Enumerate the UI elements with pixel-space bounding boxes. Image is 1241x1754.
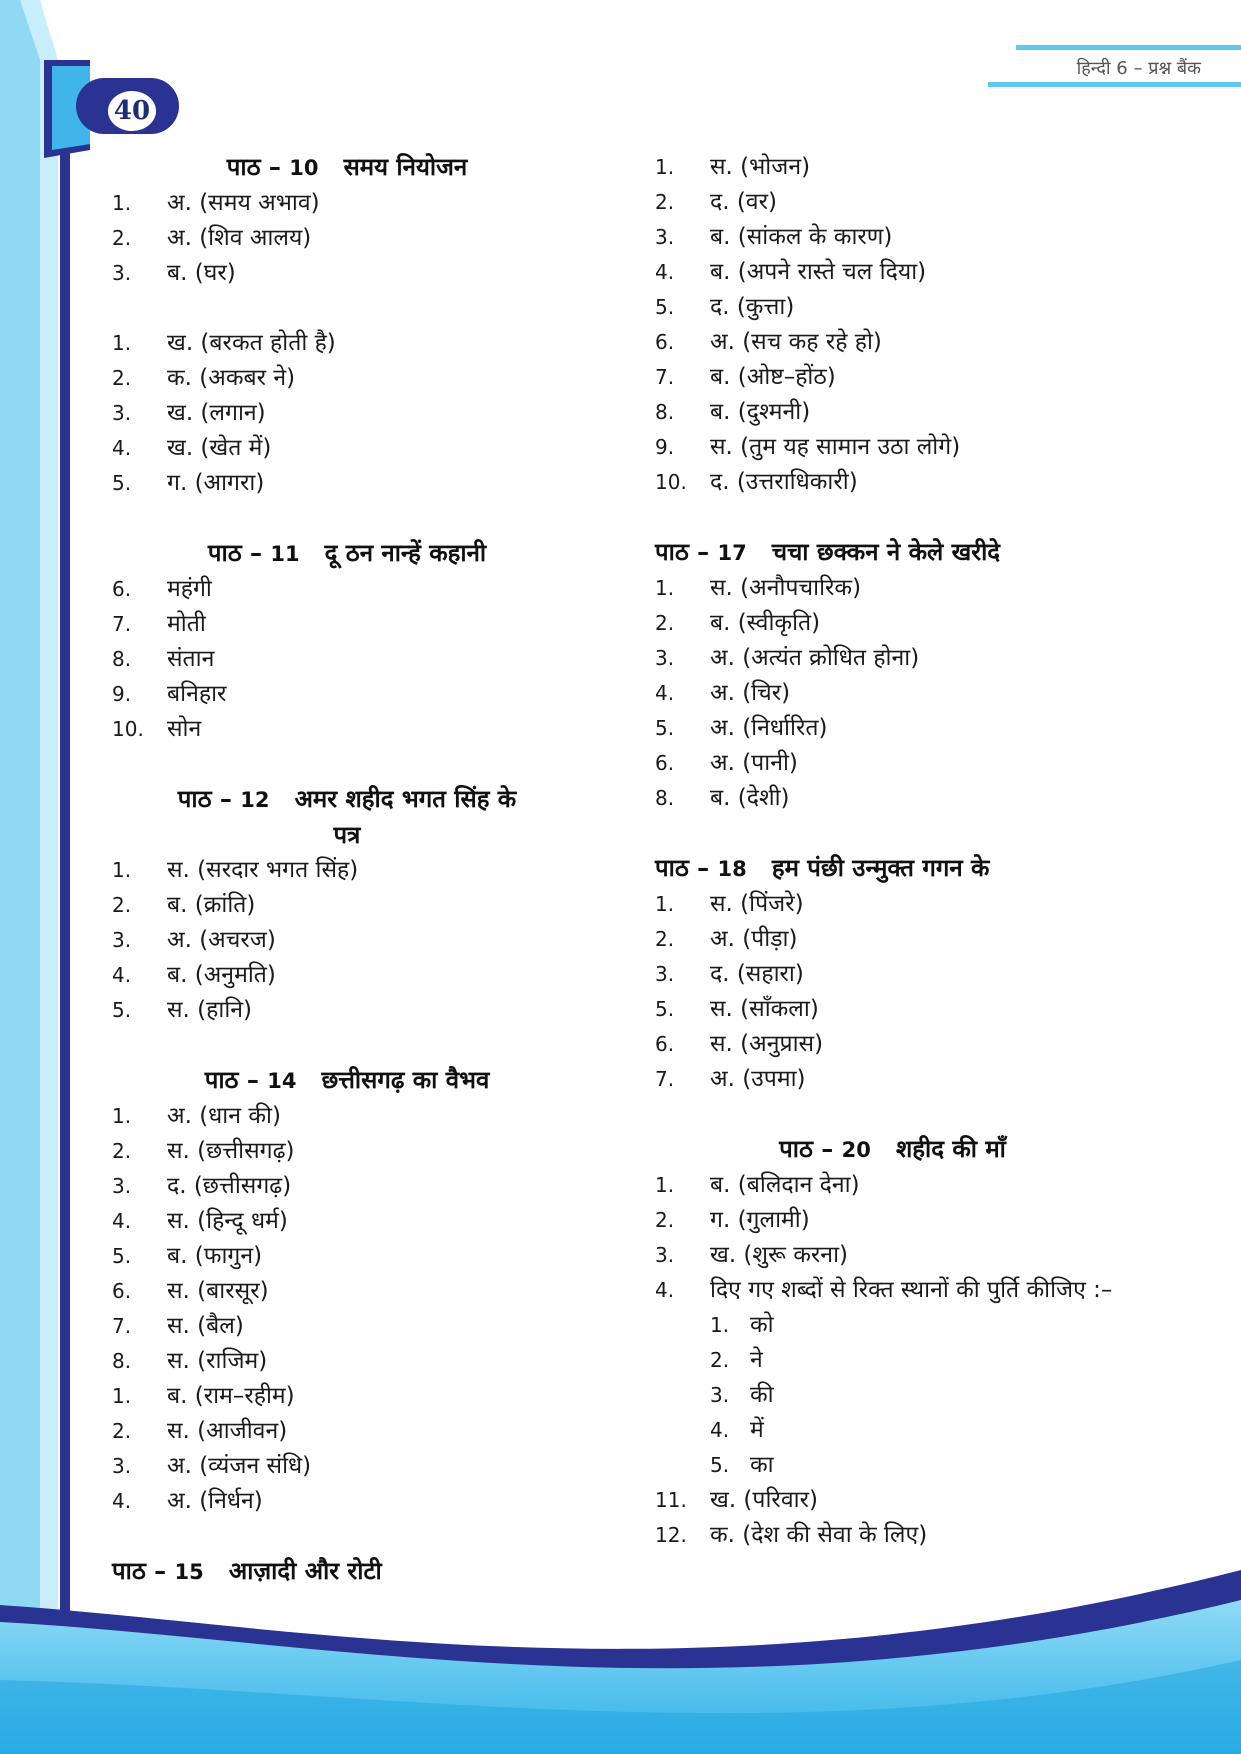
header-title: हिन्दी 6 – प्रश्न बैंक	[1076, 58, 1201, 79]
sub-list-item: 1. को	[710, 1312, 774, 1338]
list-item: 5. ग. (आगरा)	[112, 470, 265, 496]
page-number: 40	[108, 91, 156, 131]
list-item: 6. स. (बारसूर)	[112, 1278, 269, 1304]
list-item: 2. ग. (गुलामी)	[655, 1207, 810, 1233]
list-item: 7. ब. (ओष्ट–होंठ)	[655, 364, 836, 390]
sub-list-item: 5. का	[710, 1452, 774, 1478]
left-column	[112, 150, 582, 1590]
list-item: 3. अ. (अत्यंत क्रोधित होना)	[655, 645, 920, 671]
list-item: 2. अ. (पीड़ा)	[655, 926, 798, 952]
list-item: 5. ब. (फागुन)	[112, 1243, 263, 1269]
list-item: 6. अ. (पानी)	[655, 750, 798, 776]
section-heading: पाठ – 10 समय नियोजन	[226, 153, 468, 181]
section-heading: पाठ – 15 आज़ादी और रोटी	[112, 1557, 382, 1585]
list-item: 1. ब. (बलिदान देना)	[655, 1172, 860, 1198]
list-item: 1. अ. (समय अभाव)	[112, 190, 320, 216]
header-line-top	[1016, 45, 1241, 50]
list-item: 5. द. (कुत्ता)	[655, 294, 795, 320]
list-item: 7. मोती	[112, 611, 206, 637]
section-11	[112, 536, 582, 747]
list-item: 10. द. (उत्तराधिकारी)	[655, 469, 858, 495]
section-12	[112, 782, 582, 1028]
section-heading: पाठ – 18 हम पंछी उन्मुक्त गगन के	[655, 854, 990, 882]
list-item: 4. दिए गए शब्दों से रिक्त स्थानों की पुर्ति कीजिए :–	[655, 1277, 1113, 1303]
list-item: 2. स. (छत्तीसगढ़)	[112, 1138, 295, 1164]
sub-list-item: 4. में	[710, 1417, 764, 1443]
section-15-answers	[655, 150, 1130, 500]
list-item: 8. ब. (देशी)	[655, 785, 790, 811]
list-item: 3. द. (सहारा)	[655, 961, 804, 987]
list-item: 9. स. (तुम यह सामान उठा लोगे)	[655, 434, 961, 460]
list-item: 3. ब. (सांकल के कारण)	[655, 224, 893, 250]
list-item: 9. बनिहार	[112, 681, 227, 707]
list-item: 7. अ. (उपमा)	[655, 1066, 806, 1092]
list-item: 7. स. (बैल)	[112, 1313, 244, 1339]
list-item: 1. ब. (राम–रहीम)	[112, 1383, 295, 1409]
list-item: 4. स. (हिन्दू धर्म)	[112, 1208, 288, 1234]
left-vertical-rule	[60, 60, 70, 1620]
list-item: 4. ब. (अपने रास्ते चल दिया)	[655, 259, 927, 285]
list-item: 1. स. (भोजन)	[655, 154, 811, 180]
section-heading: पाठ – 11 दू ठन नान्हें कहानी	[207, 539, 487, 567]
list-item: 4. अ. (चिर)	[655, 680, 791, 706]
list-item: 4. ख. (खेत में)	[112, 435, 272, 461]
section-heading: पाठ – 12 अमर शहीद भगत सिंह के	[177, 785, 517, 813]
list-item: 2. ब. (स्वीकृति)	[655, 610, 821, 636]
section-heading: पाठ – 14 छत्तीसगढ़ का वैभव	[204, 1066, 490, 1094]
right-column	[655, 150, 1130, 1553]
list-item: 12. क. (देश की सेवा के लिए)	[655, 1522, 928, 1548]
list-item: 2. अ. (शिव आलय)	[112, 225, 312, 251]
list-item: 6. अ. (सच कह रहे हो)	[655, 329, 882, 355]
list-item: 4. अ. (निर्धन)	[112, 1488, 263, 1514]
list-item: 1. अ. (धान की)	[112, 1103, 281, 1129]
list-item: 8. संतान	[112, 646, 215, 672]
header-line-bottom	[988, 82, 1241, 87]
list-item: 8. ब. (दुश्मनी)	[655, 399, 811, 425]
section-heading: पाठ – 20 शहीद की माँ	[779, 1135, 1006, 1163]
list-item: 3. अ. (व्यंजन संधि)	[112, 1453, 312, 1479]
list-item: 2. स. (आजीवन)	[112, 1418, 288, 1444]
list-item: 3. ख. (शुरू करना)	[655, 1242, 848, 1268]
list-item: 2. ब. (क्रांति)	[112, 892, 256, 918]
list-item: 3. अ. (अचरज)	[112, 927, 276, 953]
list-item: 1. स. (सरदार भगत सिंह)	[112, 857, 359, 883]
list-item: 6. स. (अनुप्रास)	[655, 1031, 824, 1057]
section-heading: पाठ – 17 चचा छक्कन ने केले खरीदे	[655, 538, 1001, 566]
sub-list-item: 2. ने	[710, 1347, 763, 1373]
section-20	[655, 1132, 1130, 1553]
section-15	[112, 1554, 582, 1590]
list-item: 1. स. (पिंजरे)	[655, 891, 804, 917]
list-item: 4. ब. (अनुमति)	[112, 962, 276, 988]
list-item: 3. ख. (लगान)	[112, 400, 266, 426]
list-item: 10. सोन	[112, 716, 202, 742]
list-item: 2. द. (वर)	[655, 189, 777, 215]
list-item: 3. द. (छत्तीसगढ़)	[112, 1173, 292, 1199]
list-item: 6. महंगी	[112, 576, 212, 602]
list-item: 1. ख. (बरकत होती है)	[112, 330, 336, 356]
list-item: 3. ब. (घर)	[112, 260, 236, 286]
section-10	[112, 150, 582, 501]
list-item: 1. स. (अनौपचारिक)	[655, 575, 862, 601]
list-item: 5. स. (हानि)	[112, 997, 253, 1023]
list-item: 11. ख. (परिवार)	[655, 1487, 818, 1513]
list-item: 5. स. (साँकला)	[655, 996, 819, 1022]
sub-list-item: 3. की	[710, 1382, 774, 1408]
section-17	[655, 535, 1130, 816]
list-item: 5. अ. (निर्धारित)	[655, 715, 828, 741]
list-item: 8. स. (राजिम)	[112, 1348, 268, 1374]
section-14	[112, 1063, 582, 1519]
section-heading-cont: पत्र	[333, 821, 361, 849]
section-18	[655, 851, 1130, 1097]
list-item: 2. क. (अकबर ने)	[112, 365, 296, 391]
